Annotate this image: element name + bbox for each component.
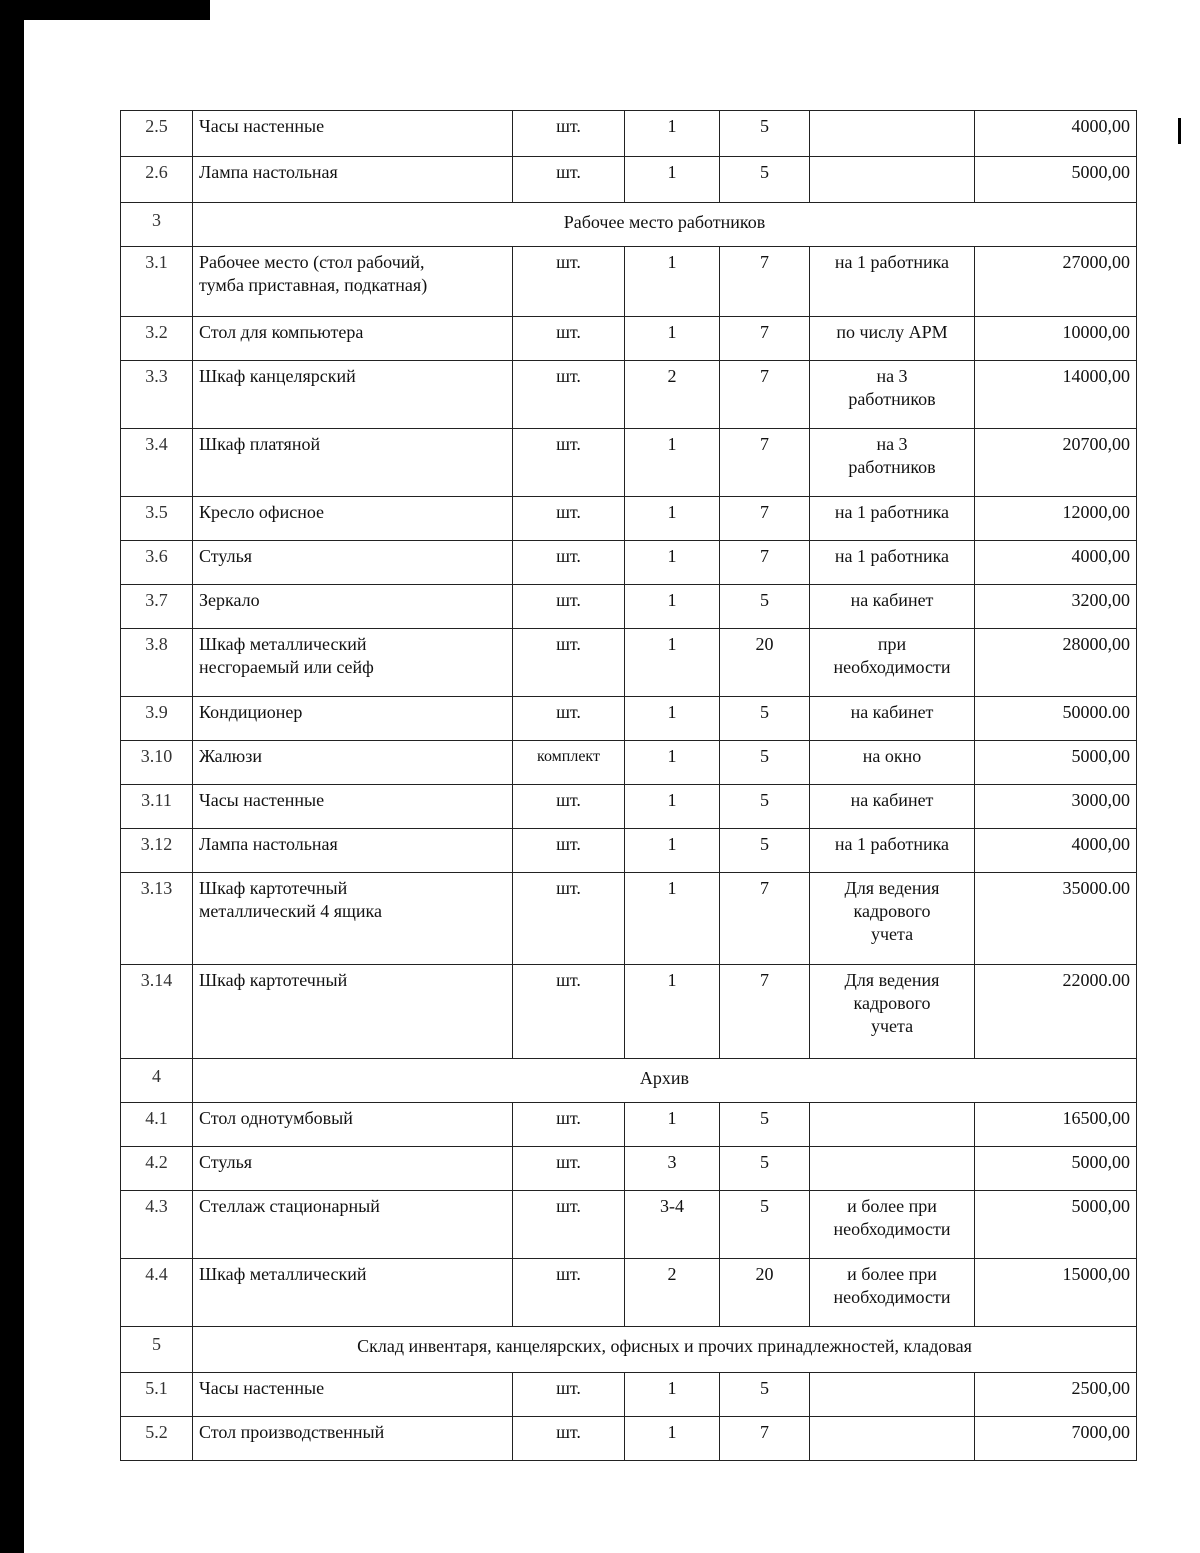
item-unit: шт.: [513, 429, 625, 497]
item-name-line: Стеллаж стационарный: [199, 1196, 380, 1216]
item-name: [193, 873, 513, 965]
item-note-line: Для ведения: [844, 878, 940, 898]
section-number: 4: [121, 1059, 193, 1103]
item-name-line: тумба приставная, подкатная): [199, 275, 428, 295]
item-quantity: 1: [625, 429, 720, 497]
item-price: 3000,00: [975, 785, 1137, 829]
item-unit: комплект: [513, 741, 625, 785]
item-quantity: 1: [625, 873, 720, 965]
item-note: [810, 873, 975, 965]
item-note: [810, 541, 975, 585]
table-row: [121, 873, 1137, 965]
item-name: [193, 1259, 513, 1327]
item-note-line: Для ведения: [844, 970, 940, 990]
item-price: 2500,00: [975, 1373, 1137, 1417]
item-name-line: Зеркало: [199, 590, 260, 610]
item-name-line: Шкаф картотечный: [199, 970, 348, 990]
item-name: [193, 1147, 513, 1191]
section-title: Склад инвентаря, канцелярских, офисных и прочих принадлежностей, кладовая: [193, 1327, 1137, 1373]
item-note: [810, 965, 975, 1059]
section-row: [121, 203, 1137, 247]
item-price: 16500,00: [975, 1103, 1137, 1147]
item-number: 3.8: [121, 629, 193, 697]
item-note: [810, 1147, 975, 1191]
item-name-line: Стулья: [199, 546, 253, 566]
table-row: [121, 629, 1137, 697]
item-note: [810, 111, 975, 157]
item-number: 3.5: [121, 497, 193, 541]
item-unit: шт.: [513, 1103, 625, 1147]
item-name: [193, 1417, 513, 1461]
item-name-line: металлический 4 ящика: [199, 901, 382, 921]
item-note: [810, 429, 975, 497]
item-name-line: Стол производственный: [199, 1422, 385, 1442]
item-note: [810, 741, 975, 785]
item-number: 5.1: [121, 1373, 193, 1417]
item-note: [810, 1259, 975, 1327]
item-name-line: Шкаф платяной: [199, 434, 321, 454]
item-unit: шт.: [513, 111, 625, 157]
item-unit: шт.: [513, 1259, 625, 1327]
item-service-term: 7: [720, 247, 810, 317]
table-row: [121, 1191, 1137, 1259]
item-number: 3.11: [121, 785, 193, 829]
item-name: [193, 585, 513, 629]
item-note: [810, 585, 975, 629]
item-service-term: 7: [720, 1417, 810, 1461]
item-service-term: 5: [720, 1103, 810, 1147]
item-unit: шт.: [513, 697, 625, 741]
item-number: 2.6: [121, 157, 193, 203]
table-row: [121, 541, 1137, 585]
table-row: [121, 741, 1137, 785]
item-unit: шт.: [513, 247, 625, 317]
item-quantity: 3: [625, 1147, 720, 1191]
item-name-line: Лампа настольная: [199, 834, 338, 854]
item-note-line: на кабинет: [850, 590, 934, 610]
item-note-line: по числу АРМ: [836, 322, 948, 342]
item-price: 4000,00: [975, 541, 1137, 585]
item-name: [193, 785, 513, 829]
item-name-line: Часы настенные: [199, 1378, 325, 1398]
table-row: [121, 429, 1137, 497]
item-unit: шт.: [513, 361, 625, 429]
item-name: [193, 1373, 513, 1417]
item-note-line: на 1 работника: [834, 502, 950, 522]
item-unit: шт.: [513, 1417, 625, 1461]
item-note-line: на 1 работника: [834, 546, 950, 566]
item-price: 3200,00: [975, 585, 1137, 629]
item-service-term: 5: [720, 1191, 810, 1259]
table-row: [121, 697, 1137, 741]
table-row: [121, 1417, 1137, 1461]
item-quantity: 2: [625, 1259, 720, 1327]
item-service-term: 7: [720, 497, 810, 541]
item-name: [193, 1103, 513, 1147]
item-note: [810, 697, 975, 741]
item-price: 5000,00: [975, 157, 1137, 203]
item-price: 28000,00: [975, 629, 1137, 697]
item-note-line: на 3: [876, 434, 908, 454]
table-row: [121, 361, 1137, 429]
item-number: 3.13: [121, 873, 193, 965]
table-row: [121, 497, 1137, 541]
scan-edge-top: [0, 0, 210, 20]
item-name-line: Часы настенные: [199, 790, 325, 810]
table-row: [121, 1103, 1137, 1147]
section-number: 3: [121, 203, 193, 247]
item-number: 4.2: [121, 1147, 193, 1191]
item-service-term: 20: [720, 629, 810, 697]
item-name: [193, 317, 513, 361]
item-service-term: 7: [720, 873, 810, 965]
item-note: [810, 157, 975, 203]
item-note: [810, 785, 975, 829]
item-name: [193, 741, 513, 785]
table-row: [121, 585, 1137, 629]
item-service-term: 20: [720, 1259, 810, 1327]
section-row: [121, 1327, 1137, 1373]
item-service-term: 5: [720, 585, 810, 629]
item-name-line: Кресло офисное: [199, 502, 325, 522]
item-number: 2.5: [121, 111, 193, 157]
item-name-line: Лампа настольная: [199, 162, 338, 182]
scan-mark-right: [1178, 118, 1181, 144]
item-price: 4000,00: [975, 829, 1137, 873]
item-note-line: на 1 работника: [834, 252, 950, 272]
item-number: 3.9: [121, 697, 193, 741]
item-note: [810, 829, 975, 873]
item-number: 4.3: [121, 1191, 193, 1259]
table-row: [121, 829, 1137, 873]
item-quantity: 1: [625, 317, 720, 361]
table-row: [121, 157, 1137, 203]
item-note: [810, 1417, 975, 1461]
item-service-term: 5: [720, 157, 810, 203]
item-name: [193, 697, 513, 741]
item-price: 15000,00: [975, 1259, 1137, 1327]
item-quantity: 1: [625, 497, 720, 541]
item-price: 22000.00: [975, 965, 1137, 1059]
item-name: [193, 541, 513, 585]
item-service-term: 7: [720, 361, 810, 429]
item-price: 35000.00: [975, 873, 1137, 965]
item-quantity: 1: [625, 785, 720, 829]
item-service-term: 5: [720, 785, 810, 829]
item-note-line: необходимости: [833, 1219, 951, 1239]
item-price: 5000,00: [975, 741, 1137, 785]
item-service-term: 7: [720, 965, 810, 1059]
item-number: 3.14: [121, 965, 193, 1059]
item-price: 27000,00: [975, 247, 1137, 317]
item-name: [193, 497, 513, 541]
item-number: 5.2: [121, 1417, 193, 1461]
item-number: 3.1: [121, 247, 193, 317]
item-quantity: 1: [625, 629, 720, 697]
item-quantity: 1: [625, 1103, 720, 1147]
item-service-term: 5: [720, 1147, 810, 1191]
item-note-line: и более при: [847, 1264, 937, 1284]
item-quantity: 1: [625, 741, 720, 785]
item-quantity: 1: [625, 1417, 720, 1461]
item-number: 3.3: [121, 361, 193, 429]
item-note-line: на 3: [876, 366, 908, 386]
item-price: 4000,00: [975, 111, 1137, 157]
item-price: 5000,00: [975, 1147, 1137, 1191]
table-row: [121, 247, 1137, 317]
item-quantity: 1: [625, 541, 720, 585]
item-note-line: работников: [848, 457, 936, 477]
item-service-term: 5: [720, 1373, 810, 1417]
item-quantity: 1: [625, 829, 720, 873]
item-name: [193, 965, 513, 1059]
item-name-line: Шкаф канцелярский: [199, 366, 356, 386]
item-service-term: 5: [720, 111, 810, 157]
item-note-line: учета: [870, 1016, 914, 1036]
item-price: 12000,00: [975, 497, 1137, 541]
item-unit: шт.: [513, 629, 625, 697]
item-unit: шт.: [513, 157, 625, 203]
table-row: [121, 111, 1137, 157]
item-note-line: и более при: [847, 1196, 937, 1216]
item-name-line: Стол для компьютера: [199, 322, 364, 342]
item-note-line: кадрового: [853, 901, 931, 921]
item-quantity: 1: [625, 965, 720, 1059]
item-service-term: 5: [720, 697, 810, 741]
item-unit: шт.: [513, 785, 625, 829]
item-name: [193, 629, 513, 697]
scan-edge-left: [0, 0, 24, 1553]
item-number: 3.4: [121, 429, 193, 497]
item-name-line: Шкаф картотечный: [199, 878, 348, 898]
item-quantity: 1: [625, 697, 720, 741]
item-service-term: 7: [720, 317, 810, 361]
table-row: [121, 1259, 1137, 1327]
item-unit: шт.: [513, 1373, 625, 1417]
item-number: 3.12: [121, 829, 193, 873]
item-number: 3.7: [121, 585, 193, 629]
item-note: [810, 1103, 975, 1147]
item-number: 4.1: [121, 1103, 193, 1147]
item-name: [193, 1191, 513, 1259]
item-quantity: 2: [625, 361, 720, 429]
item-name: [193, 157, 513, 203]
item-quantity: 3-4: [625, 1191, 720, 1259]
item-number: 4.4: [121, 1259, 193, 1327]
item-name-line: Стулья: [199, 1152, 253, 1172]
section-title: Рабочее место работников: [193, 203, 1137, 247]
table-row: [121, 785, 1137, 829]
item-price: 50000.00: [975, 697, 1137, 741]
item-name-line: Жалюзи: [199, 746, 262, 766]
item-note-line: при: [877, 634, 907, 654]
item-price: 20700,00: [975, 429, 1137, 497]
section-title: Архив: [193, 1059, 1137, 1103]
item-name: [193, 111, 513, 157]
item-quantity: 1: [625, 585, 720, 629]
item-note-line: учета: [870, 924, 914, 944]
item-note: [810, 247, 975, 317]
item-note-line: на кабинет: [850, 702, 934, 722]
item-note-line: необходимости: [833, 1287, 951, 1307]
section-number: 5: [121, 1327, 193, 1373]
item-price: 7000,00: [975, 1417, 1137, 1461]
item-note-line: на 1 работника: [834, 834, 950, 854]
item-name: [193, 429, 513, 497]
item-unit: шт.: [513, 541, 625, 585]
item-name-line: Шкаф металлический: [199, 1264, 367, 1284]
item-note: [810, 317, 975, 361]
item-unit: шт.: [513, 585, 625, 629]
item-service-term: 5: [720, 741, 810, 785]
item-unit: шт.: [513, 1147, 625, 1191]
item-unit: шт.: [513, 829, 625, 873]
item-service-term: 7: [720, 429, 810, 497]
item-quantity: 1: [625, 111, 720, 157]
item-note-line: кадрового: [853, 993, 931, 1013]
item-number: 3.10: [121, 741, 193, 785]
item-note-line: работников: [848, 389, 936, 409]
table-row: [121, 965, 1137, 1059]
item-note: [810, 1191, 975, 1259]
equipment-norms-table: [120, 110, 1137, 1461]
item-note: [810, 497, 975, 541]
table-body: [121, 111, 1137, 1461]
item-unit: шт.: [513, 1191, 625, 1259]
item-quantity: 1: [625, 157, 720, 203]
item-quantity: 1: [625, 1373, 720, 1417]
item-note: [810, 361, 975, 429]
item-note-line: на окно: [862, 746, 922, 766]
item-service-term: 5: [720, 829, 810, 873]
item-name-line: несгораемый или сейф: [199, 657, 374, 677]
item-unit: шт.: [513, 965, 625, 1059]
item-price: 5000,00: [975, 1191, 1137, 1259]
item-name-line: Шкаф металлический: [199, 634, 367, 654]
item-service-term: 7: [720, 541, 810, 585]
item-name: [193, 829, 513, 873]
item-name-line: Рабочее место (стол рабочий,: [199, 252, 425, 272]
item-note-line: необходимости: [833, 657, 951, 677]
table-row: [121, 1147, 1137, 1191]
table-row: [121, 317, 1137, 361]
item-note-line: на кабинет: [850, 790, 934, 810]
item-price: 10000,00: [975, 317, 1137, 361]
item-name-line: Стол однотумбовый: [199, 1108, 353, 1128]
item-price: 14000,00: [975, 361, 1137, 429]
item-unit: шт.: [513, 873, 625, 965]
item-note: [810, 629, 975, 697]
item-name-line: Часы настенные: [199, 116, 325, 136]
item-number: 3.2: [121, 317, 193, 361]
item-name: [193, 247, 513, 317]
item-number: 3.6: [121, 541, 193, 585]
table-row: [121, 1373, 1137, 1417]
item-name-line: Кондиционер: [199, 702, 303, 722]
item-name: [193, 361, 513, 429]
item-quantity: 1: [625, 247, 720, 317]
section-row: [121, 1059, 1137, 1103]
item-unit: шт.: [513, 317, 625, 361]
item-unit: шт.: [513, 497, 625, 541]
item-note: [810, 1373, 975, 1417]
